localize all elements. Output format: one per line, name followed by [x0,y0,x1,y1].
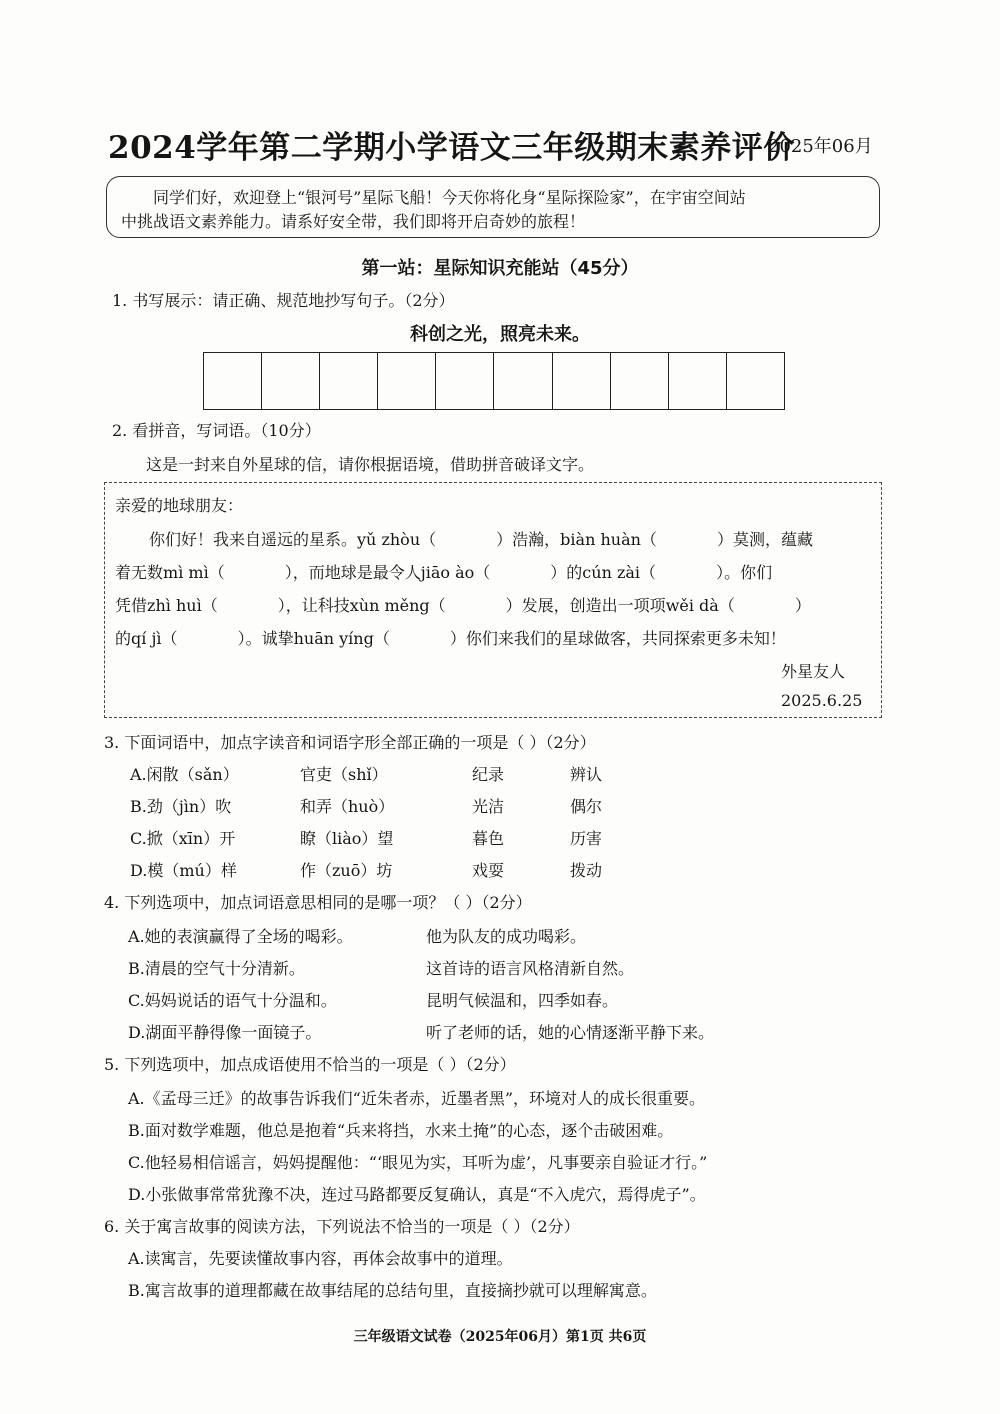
q4-option-a[interactable]: A.她的表演赢得了全场的喝彩。 [128,927,353,946]
grid-cell[interactable] [436,353,494,409]
pinyin: mì mì [163,563,209,582]
q3-word: 纪录 [472,765,505,784]
pinyin: huān yíng [293,629,374,648]
q3-word: 瞭（liào）望 [300,829,394,848]
q4-option-d[interactable]: D.湖面平静得像一面镜子。 [128,1023,322,1042]
letter-line-3: 凭借zhì huì（ ），让科技xùn měng（ ）发展，创造出一项项wěi dà（ ） [115,596,811,615]
pinyin: wěi dà [665,596,719,615]
q6-stem: 6. 关于寓言故事的阅读方法，下列说法不恰当的一项是（ ）（2分） [104,1217,580,1236]
exam-title: 2024学年第二学期小学语文三年级期末素养评价 [108,130,795,166]
letter-text: ，让科技 [285,596,350,615]
grid-cell[interactable] [553,353,611,409]
q5-stem: 5. 下列选项中，加点成语使用不恰当的一项是（ ）（2分） [104,1055,516,1074]
q2-instruction: 这是一封来自外星球的信，请你根据语境，借助拼音破译文字。 [146,455,595,474]
pinyin: zhì huì [147,596,202,615]
grid-cell[interactable] [262,353,320,409]
q3-word: 历害 [570,829,603,848]
pinyin: jiāo ào [420,563,475,582]
q2-stem: 2. 看拼音，写词语。（10分） [112,421,321,440]
grid-cell[interactable] [611,353,669,409]
letter-text: 。你们 [724,563,773,582]
letter-text: 莫测，蕴藏 [732,530,813,549]
q4-sentence: 昆明气候温和，四季如春。 [426,991,619,1010]
letter-signature: 外星友人 [781,662,846,681]
q4-option-b[interactable]: B.清晨的空气十分清新。 [128,959,305,978]
intro-box [106,176,880,238]
q3-option-c[interactable]: C.掀（xīn）开 [130,829,236,848]
pinyin: cún zài [582,563,641,582]
letter-line-2: 着无数mì mì（ ），而地球是最令人jiāo ào（ ）的cún zài（ ）。你们 [115,563,773,582]
q4-sentence: 他为队友的成功喝彩。 [426,927,587,946]
q6-option-a[interactable]: A.读寓言，先要读懂故事内容，再体会故事中的道理。 [128,1249,513,1268]
q3-word: 戏耍 [472,861,505,880]
grid-cell[interactable] [378,353,436,409]
letter-text: 你们好！我来自遥远的星系。 [149,530,358,549]
grid-cell[interactable] [204,353,262,409]
q3-word: 暮色 [472,829,505,848]
pinyin: xùn měng [349,596,430,615]
alien-letter [104,482,882,718]
q3-option-b[interactable]: B.劲（jìn）吹 [130,797,232,816]
q3-option-d[interactable]: D.模（mú）样 [130,861,237,880]
letter-text: 你们来我们的星球做客，共同探索更多未知！ [465,629,786,648]
letter-text: 的 [115,629,132,648]
letter-line-1: 你们好！我来自遥远的星系。yǔ zhòu（ ）浩瀚，biàn huàn（ ）莫测，蕴藏 [149,530,813,549]
q3-word: 偶尔 [570,797,603,816]
letter-greeting: 亲爱的地球朋友： [115,496,244,515]
q6-option-b[interactable]: B.寓言故事的道理都藏在故事结尾的总结句里，直接摘抄就可以理解寓意。 [128,1281,657,1300]
q3-option-a[interactable]: A.闲散（sǎn） [130,765,239,784]
q4-sentence: 听了老师的话，她的心情逐渐平静下来。 [426,1023,715,1042]
q3-word: 和弄（huò） [300,797,395,816]
grid-cell[interactable] [320,353,378,409]
letter-text: 凭借 [115,596,148,615]
section-title: 第一站：星际知识充能站（45分） [361,258,639,279]
exam-date: 2025年06月 [768,136,873,157]
q3-word: 辨认 [570,765,603,784]
letter-text: 发展，创造出一项项 [521,596,666,615]
letter-text: 的 [566,563,583,582]
q3-word: 作（zuō）坊 [300,861,393,880]
q5-option-d[interactable]: D.小张做事常常犹豫不决，连过马路都要反复确认，真是“不入虎穴，焉得虎子”。 [128,1185,706,1204]
q3-word: 光洁 [472,797,505,816]
q3-word: 拨动 [570,861,603,880]
q1-stem: 1. 书写展示：请正确、规范地抄写句子。（2分） [112,291,455,310]
q1-sentence: 科创之光，照亮未来。 [410,324,590,345]
pinyin: yǔ zhòu [357,530,421,549]
intro-line-1: 同学们好，欢迎登上“银河号”星际飞船！今天你将化身“星际探险家”，在宇宙空间站 [153,188,746,207]
intro-line-2: 中挑战语文素养能力。请系好安全带，我们即将开启奇妙的旅程！ [121,212,586,231]
pinyin: biàn huàn [560,530,641,549]
grid-cell[interactable] [727,353,784,409]
grid-cell[interactable] [494,353,552,409]
letter-line-4: 的qí jì（ ）。诚挚huān yíng（ ）你们来我们的星球做客，共同探索更多未知！ [115,629,786,648]
grid-cell[interactable] [669,353,727,409]
q4-option-c[interactable]: C.妈妈说话的语气十分温和。 [128,991,337,1010]
letter-text: ，而地球是最令人 [292,563,421,582]
page-footer: 三年级语文试卷（2025年06月）第1页 共6页 [353,1329,647,1345]
letter-date: 2025.6.25 [781,691,863,710]
writing-grid[interactable] [203,352,785,410]
q3-stem: 3. 下面词语中，加点字读音和词语字形全部正确的一项是（ ）（2分） [104,733,596,752]
q5-option-c[interactable]: C.他轻易相信谣言，妈妈提醒他：“‘眼见为实，耳听为虚’，凡事要亲自验证才行。” [128,1153,708,1172]
letter-text: 。诚挚 [245,629,294,648]
q5-option-b[interactable]: B.面对数学难题，他总是抱着“兵来将挡，水来土掩”的心态，逐个击破困难。 [128,1121,674,1140]
letter-text: 浩瀚， [512,530,561,549]
q4-sentence: 这首诗的语言风格清新自然。 [426,959,635,978]
q4-stem: 4. 下列选项中，加点词语意思相同的是哪一项？（ ）（2分） [104,893,532,912]
letter-text: 着无数 [115,563,164,582]
q5-option-a[interactable]: A.《孟母三迁》的故事告诉我们“近朱者赤，近墨者黑”，环境对人的成长很重要。 [128,1089,706,1108]
q3-word: 官吏（shǐ） [300,765,388,784]
pinyin: qí jì [131,629,162,648]
